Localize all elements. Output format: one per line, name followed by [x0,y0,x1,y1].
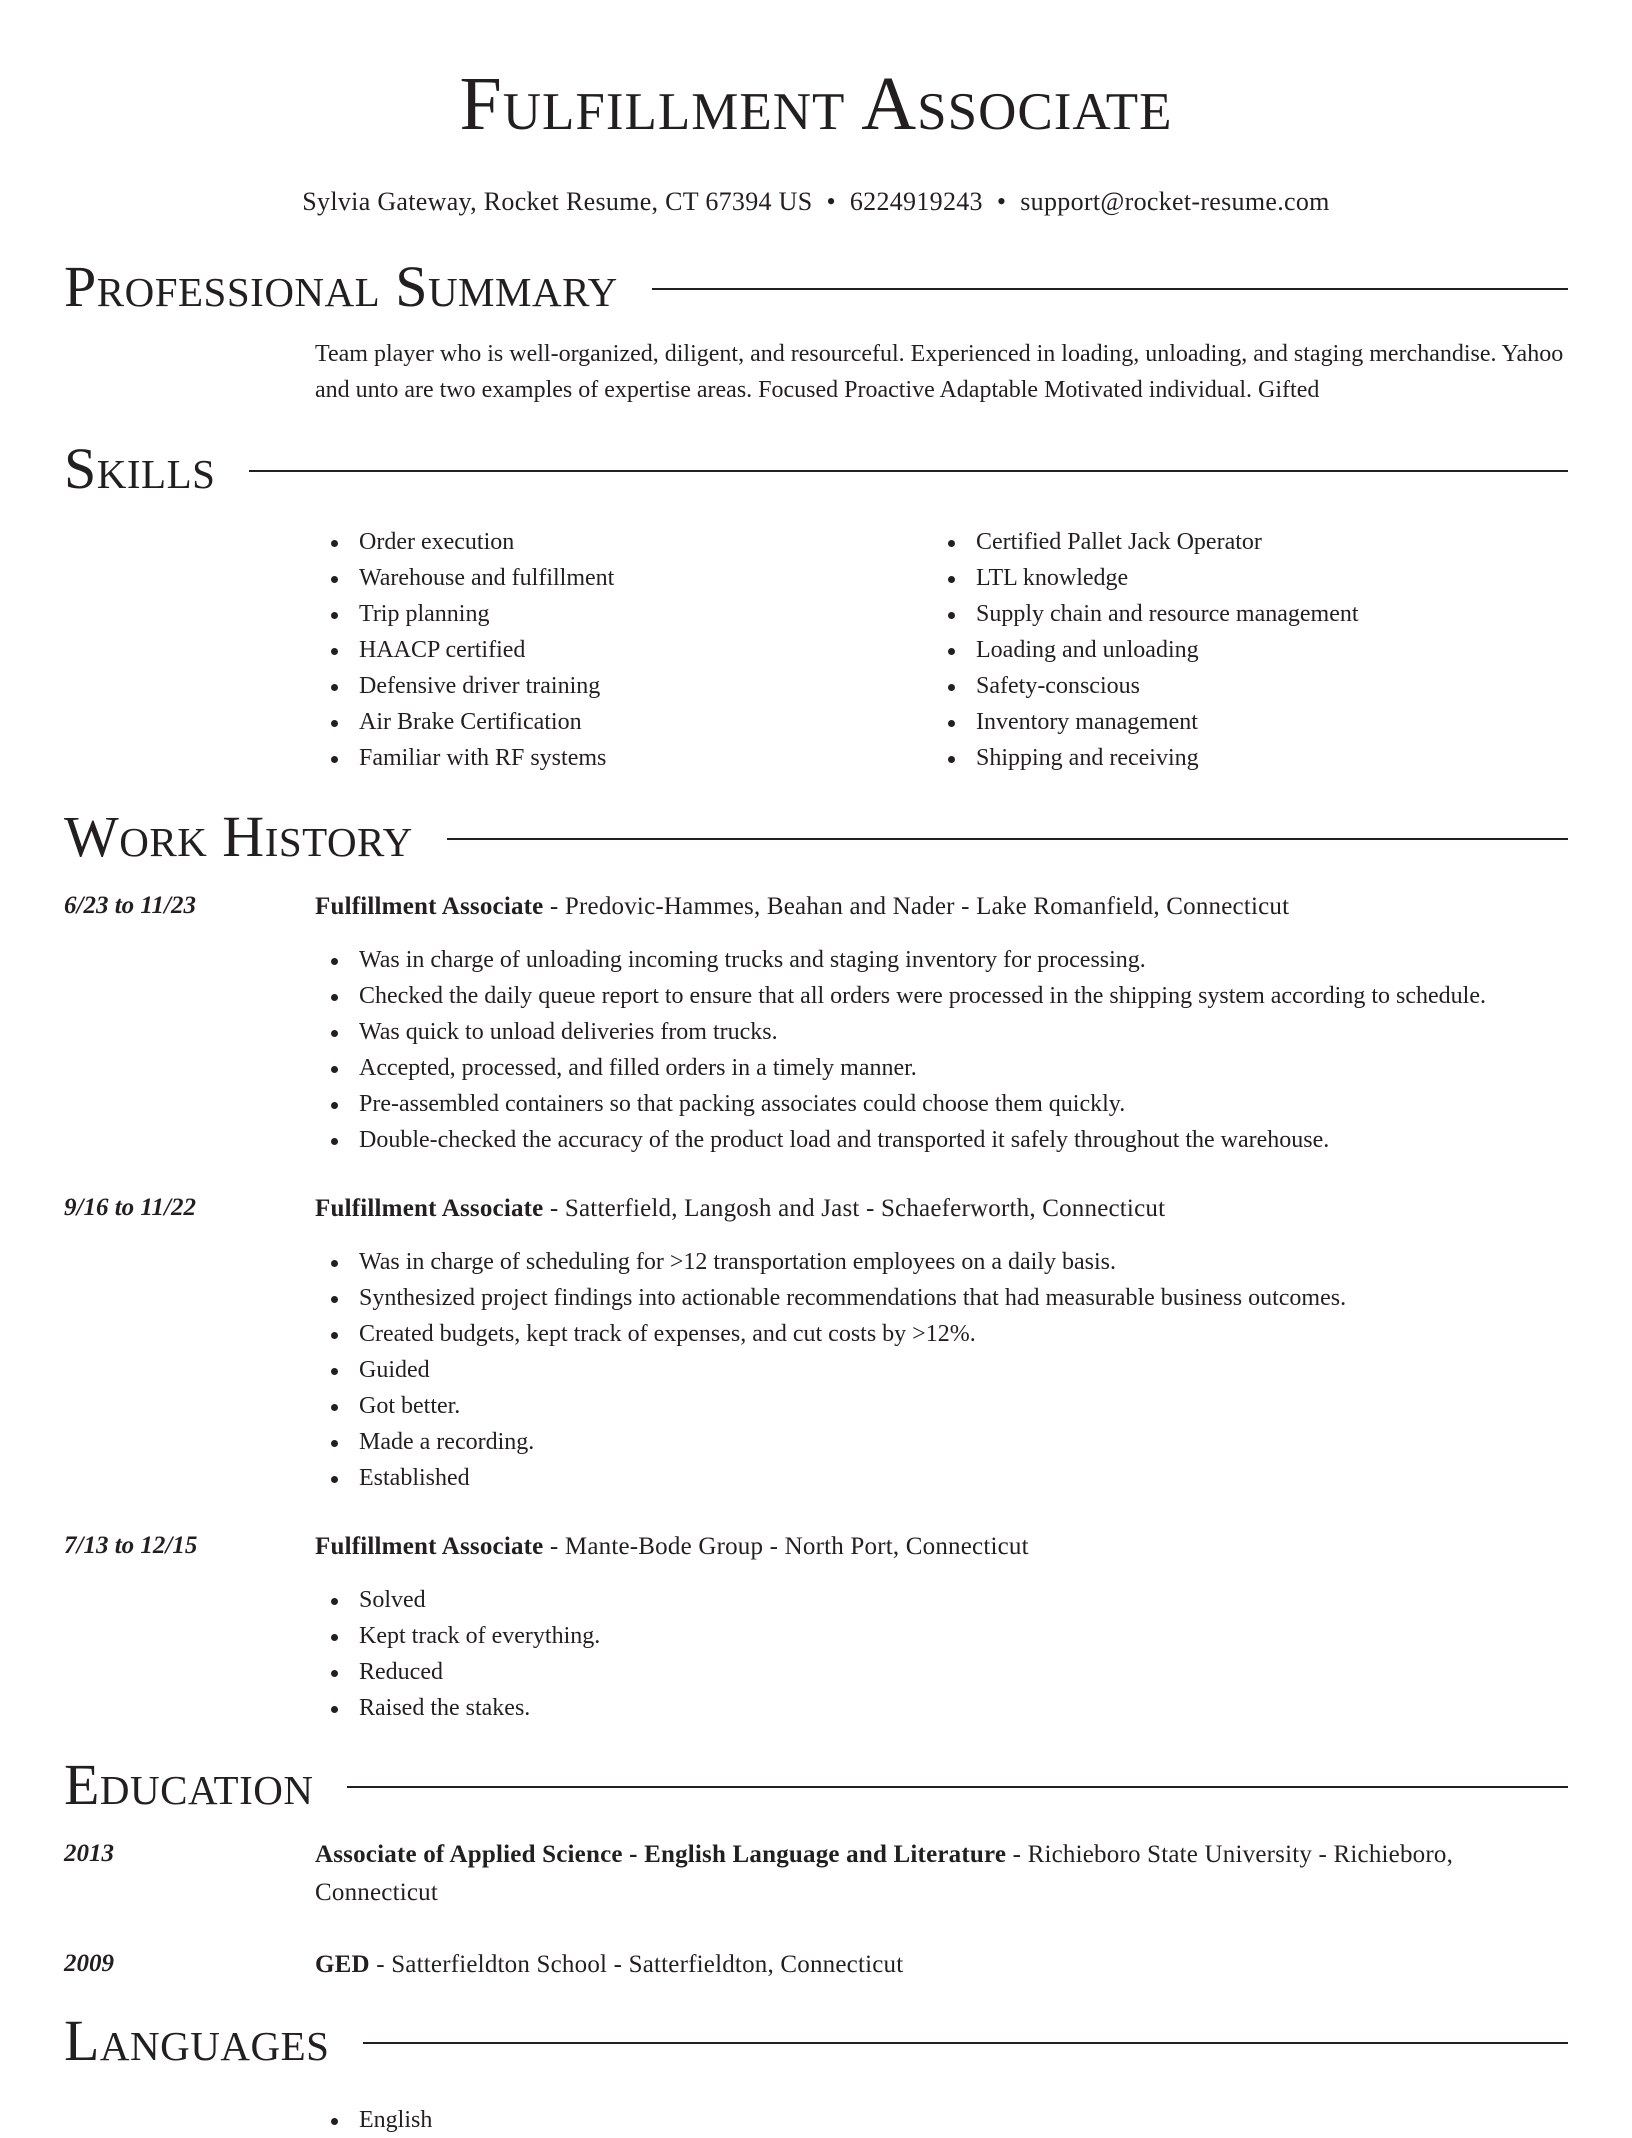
job-details: - Satterfield, Langosh and Jast - Schaeferworth, Connecticut [543,1195,1166,1222]
job-dates: 6/23 to 11/23 [64,892,196,919]
resume-title: Fulfillment Associate [459,62,1173,146]
contact-address: Sylvia Gateway, Rocket Resume, CT 67394 US [302,187,813,216]
skills-section-header [64,434,1568,504]
summary-section-header [64,252,1568,322]
list-item: Raised the stakes. [315,1690,1568,1726]
list-item: Double-checked the accuracy of the product load and transported it safely throughout the warehouse. [315,1122,1568,1158]
list-item: Was in charge of scheduling for >12 transportation employees on a daily basis. [315,1244,1568,1280]
job-bullets [315,942,1568,1158]
education-heading: Education [64,1752,314,1817]
list-item: Was in charge of unloading incoming trucks and staging inventory for processing. [315,942,1568,978]
job-headline [315,888,1568,926]
job-details: - Mante-Bode Group - North Port, Connecticut [543,1533,1029,1560]
list-item: LTL knowledge [932,560,1549,596]
job-entry [64,1528,1568,1726]
education-details: - Satterfieldton School - Satterfieldton, Connecticut [369,1951,904,1978]
languages-list [315,2102,1568,2138]
contact-separator: • [996,187,1007,216]
education-degree: GED [315,1951,370,1978]
job-title: Fulfillment Associate [315,1533,544,1560]
section-divider [363,2042,1568,2044]
job-title: Fulfillment Associate [315,893,544,920]
list-item: Certified Pallet Jack Operator [932,524,1549,560]
section-divider [347,1786,1568,1788]
summary-text: Team player who is well-organized, diligent, and resourceful. Experienced in loading, unloading, and staging merchandise. Yahoo and unto are two examples of expertise areas. Focused Proactive Adaptable Motivated individual. Gifted [315,341,1564,403]
list-item: Supply chain and resource management [932,596,1549,632]
education-year: 2013 [64,1840,114,1867]
skills-column-right [932,524,1549,776]
education-entry [64,1836,1568,1912]
skills-column-left [315,524,932,776]
resume-page [64,0,1568,2138]
education-entry [64,1946,1568,1984]
list-item: Air Brake Certification [315,704,932,740]
job-headline [315,1190,1568,1228]
list-item: Pre-assembled containers so that packing associates could choose them quickly. [315,1086,1568,1122]
list-item: Trip planning [315,596,932,632]
job-bullets [315,1582,1568,1726]
list-item: Accepted, processed, and filled orders in a timely manner. [315,1050,1568,1086]
work-heading: Work History [64,804,413,869]
skills-grid [315,524,1568,776]
job-dates: 7/13 to 12/15 [64,1532,198,1559]
list-item: Established [315,1460,1568,1496]
section-divider [447,838,1568,840]
list-item: Safety-conscious [932,668,1549,704]
education-headline [315,1836,1568,1912]
list-item: Guided [315,1352,1568,1388]
work-section-header [64,802,1568,872]
languages-section-header [64,2006,1568,2076]
list-item: Kept track of everything. [315,1618,1568,1654]
list-item: Order execution [315,524,932,560]
list-item: Reduced [315,1654,1568,1690]
education-degree: Associate of Applied Science - English Language and Literature [315,1841,1007,1868]
list-item: HAACP certified [315,632,932,668]
list-item: Got better. [315,1388,1568,1424]
education-details: - Richieboro State University - Richieboro, Connecticut [315,1841,1454,1906]
education-year: 2009 [64,1950,114,1977]
education-headline [315,1946,1568,1984]
summary-heading: Professional Summary [64,254,618,319]
contact-separator: • [826,187,836,216]
list-item: Familiar with RF systems [315,740,932,776]
list-item: Created budgets, kept track of expenses, and cut costs by >12%. [315,1316,1568,1352]
languages-heading: Languages [64,2008,330,2073]
section-divider [249,470,1568,472]
skills-heading: Skills [64,436,216,501]
list-item: Synthesized project findings into actionable recommendations that had measurable business outcomes. [315,1280,1568,1316]
job-entry [64,1190,1568,1496]
list-item: Made a recording. [315,1424,1568,1460]
list-item: Shipping and receiving [932,740,1549,776]
job-title: Fulfillment Associate [315,1195,544,1222]
job-details: - Predovic-Hammes, Beahan and Nader - Lake Romanfield, Connecticut [543,893,1290,920]
list-item: English [315,2102,1568,2138]
list-item: Checked the daily queue report to ensure that all orders were processed in the shipping system according to schedule. [315,978,1568,1014]
contact-phone: 6224919243 [849,187,983,216]
list-item: Was quick to unload deliveries from trucks. [315,1014,1568,1050]
job-headline [315,1528,1568,1566]
section-divider [652,288,1568,290]
contact-line [64,186,1568,218]
list-item: Inventory management [932,704,1549,740]
job-entry [64,888,1568,1158]
list-item: Solved [315,1582,1568,1618]
list-item: Loading and unloading [932,632,1549,668]
job-dates: 9/16 to 11/22 [64,1194,196,1221]
job-bullets [315,1244,1568,1496]
list-item: Warehouse and fulfillment [315,560,932,596]
contact-email: support@rocket-resume.com [1020,187,1330,216]
list-item: Defensive driver training [315,668,932,704]
education-section-header [64,1750,1568,1820]
